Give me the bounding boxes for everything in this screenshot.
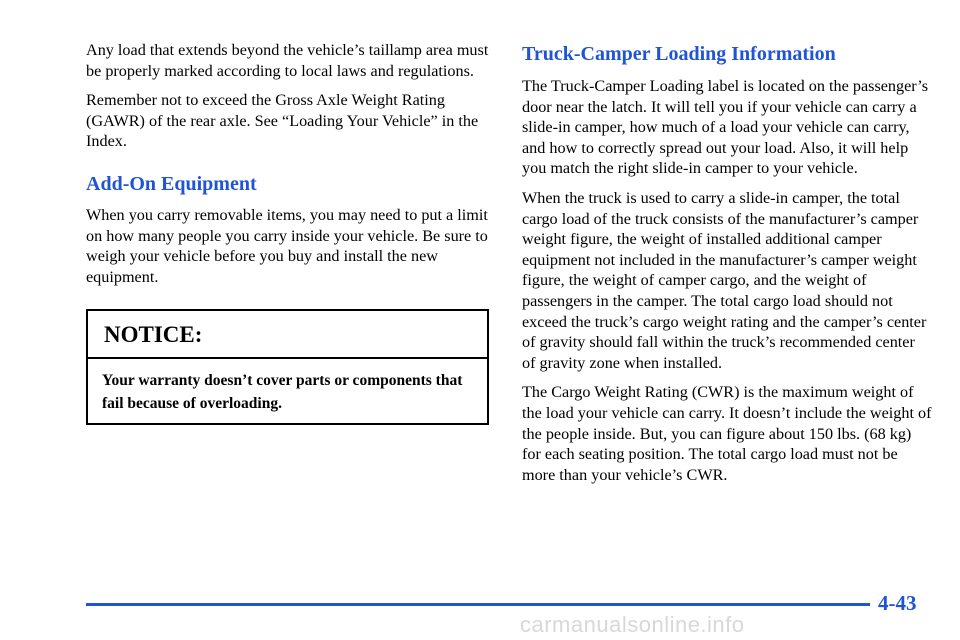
truck-camper-heading: Truck-Camper Loading Information (522, 43, 836, 65)
gawr-paragraph: Remember not to exceed the Gross Axle Weight Rating (GAWR) of the rear axle. See “Loading Your Vehicle” in the Index. (86, 91, 479, 151)
cwr-paragraph: The Cargo Weight Rating (CWR) is the maximum weight of the load your vehicle can carry. It doesn’t include the weight of the people inside. But, you can figure about 150 lbs. (68 kg) for each seating position. The total cargo load must not be more than your vehicle’s CWR. (522, 383, 932, 484)
truck-camper-label-paragraph: The Truck-Camper Loading label is located on the passenger’s door near the latch. It will tell you if your vehicle can carry a slide-in camper, how much of a load your vehicle can carry, and how to correctly spread out your load. Also, it will help you match the right slide-in camper to your vehicle. (522, 77, 929, 178)
footer-rule (86, 603, 870, 606)
total-cargo-load-paragraph: When the truck is used to carry a slide-in camper, the total cargo load of the truck consists of the manufacturer’s camper weight figure, the weight of installed additional camper equipment not included in the manufacturer’s camper weight figure, the weight of camper cargo, and the weight of passengers in the camper. The total cargo load should not exceed the truck’s cargo weight rating and the camper’s center of gravity should fall within the truck’s recommended center of gravity zone when installed. (522, 188, 927, 372)
notice-body: Your warranty doesn’t cover parts or components that fail because of overloading. (102, 372, 463, 412)
left-column (86, 40, 496, 296)
right-column (522, 42, 932, 494)
notice-title: NOTICE: (88, 311, 487, 359)
watermark: carmanualsonline.info (520, 612, 745, 637)
add-on-equipment-paragraph: When you carry removable items, you may need to put a limit on how many people you carry inside your vehicle. Be sure to weigh your vehicle before you buy and install the new equipment. (86, 205, 488, 286)
page-number: 4-43 (878, 591, 917, 615)
load-marking-paragraph: Any load that extends beyond the vehicle’s taillamp area must be properly marked according to local laws and regulations. (86, 41, 489, 80)
add-on-equipment-heading: Add-On Equipment (86, 172, 257, 195)
notice-box (86, 309, 489, 425)
